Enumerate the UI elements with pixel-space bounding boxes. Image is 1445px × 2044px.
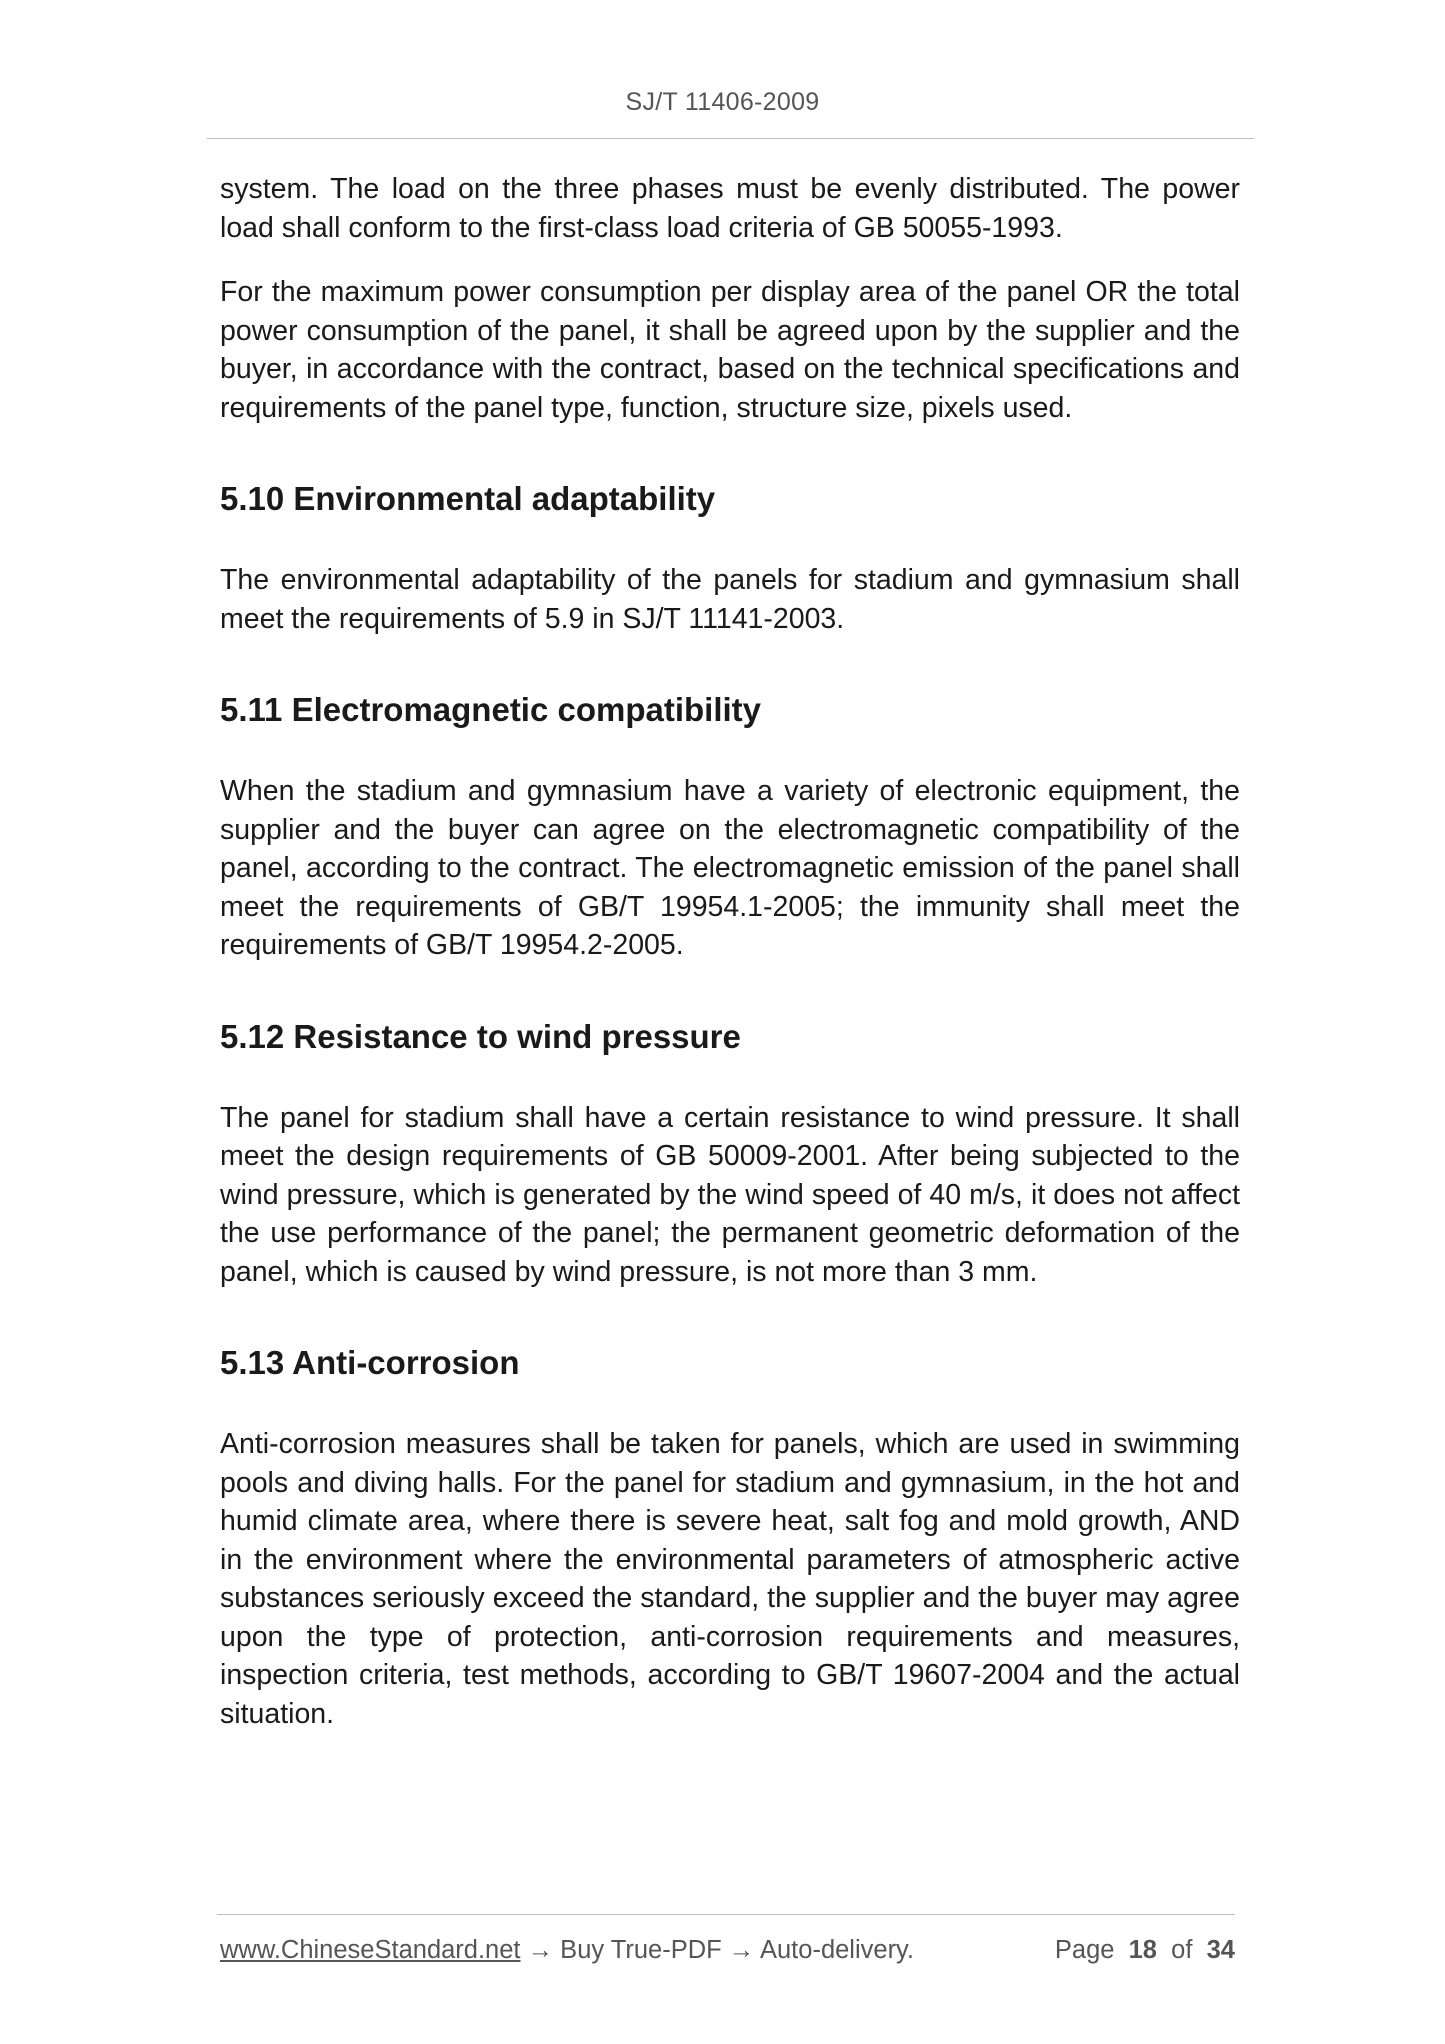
page-total: 34	[1206, 1936, 1235, 1964]
section-heading-5-11: 5.11 Electromagnetic compatibility	[220, 691, 762, 728]
section-heading-5-13: 5.13 Anti-corrosion	[220, 1344, 520, 1381]
page-footer	[220, 1932, 1235, 1968]
section-text-5-13: Anti-corrosion measures shall be taken for panels, which are used in swimming pools and diving halls. For the panel for stadium and gymnasium, in the hot and humid climate area, where there is severe heat, salt fog and mold growth, AND in the environment where the environmental parameters of atmospheric active substances seriously exceed the standard, the supplier and the buyer may agree upon the type of protection, anti-corrosion requirements and measures, inspection criteria, test methods, according to GB/T 19607-2004 and the actual situation.	[220, 1428, 1240, 1730]
header-divider	[207, 138, 1254, 139]
section-text-5-12: The panel for stadium shall have a certain resistance to wind pressure. It shall meet the design requirements of GB 50009-2001. After being subjected to the wind pressure, which is generated by the wind speed of 40 m/s, it does not affect the use performance of the panel; the permanent geometric deformation of the panel, which is caused by wind pressure, is not more than 3 mm.	[220, 1101, 1240, 1288]
standard-code-header: SJ/T 11406-2009	[625, 88, 820, 116]
page-number	[1055, 1932, 1235, 1968]
site-link[interactable]: www.ChineseStandard.net	[220, 1936, 521, 1964]
page-current: 18	[1128, 1936, 1157, 1964]
paragraph-power-consumption: For the maximum power consumption per display area of the panel OR the total power consumption of the panel, it shall be agreed upon by the supplier and the buyer, in accordance with the contract, based on the technical specifications and requirements of the panel type, function, structure size, pixels used.	[220, 276, 1240, 424]
document-body	[220, 170, 1240, 1733]
page-label: Page	[1054, 1936, 1115, 1964]
footer-divider	[217, 1914, 1235, 1915]
section-text-5-10: The environmental adaptability of the panels for stadium and gymnasium shall meet the requirements of 5.9 in SJ/T 11141-2003.	[220, 564, 1240, 635]
section-heading-5-10: 5.10 Environmental adaptability	[220, 480, 716, 517]
footer-tagline: → Buy True-PDF → Auto-delivery.	[520, 1936, 914, 1964]
page-of-label: of	[1171, 1936, 1193, 1964]
section-heading-5-12: 5.12 Resistance to wind pressure	[220, 1017, 741, 1055]
paragraph-power-load: system. The load on the three phases must be evenly distributed. The power load shall conform to the first-class load criteria of GB 50055-1993.	[220, 173, 1240, 244]
section-text-5-11: When the stadium and gymnasium have a variety of electronic equipment, the supplier and the buyer can agree on the electromagnetic compatibility of the panel, according to the contract. The electromagnetic emission of the panel shall meet the requirements of GB/T 19954.1-2005; the immunity shall meet the requirements of GB/T 19954.2-2005.	[220, 775, 1240, 961]
footer-promo	[220, 1932, 914, 1968]
